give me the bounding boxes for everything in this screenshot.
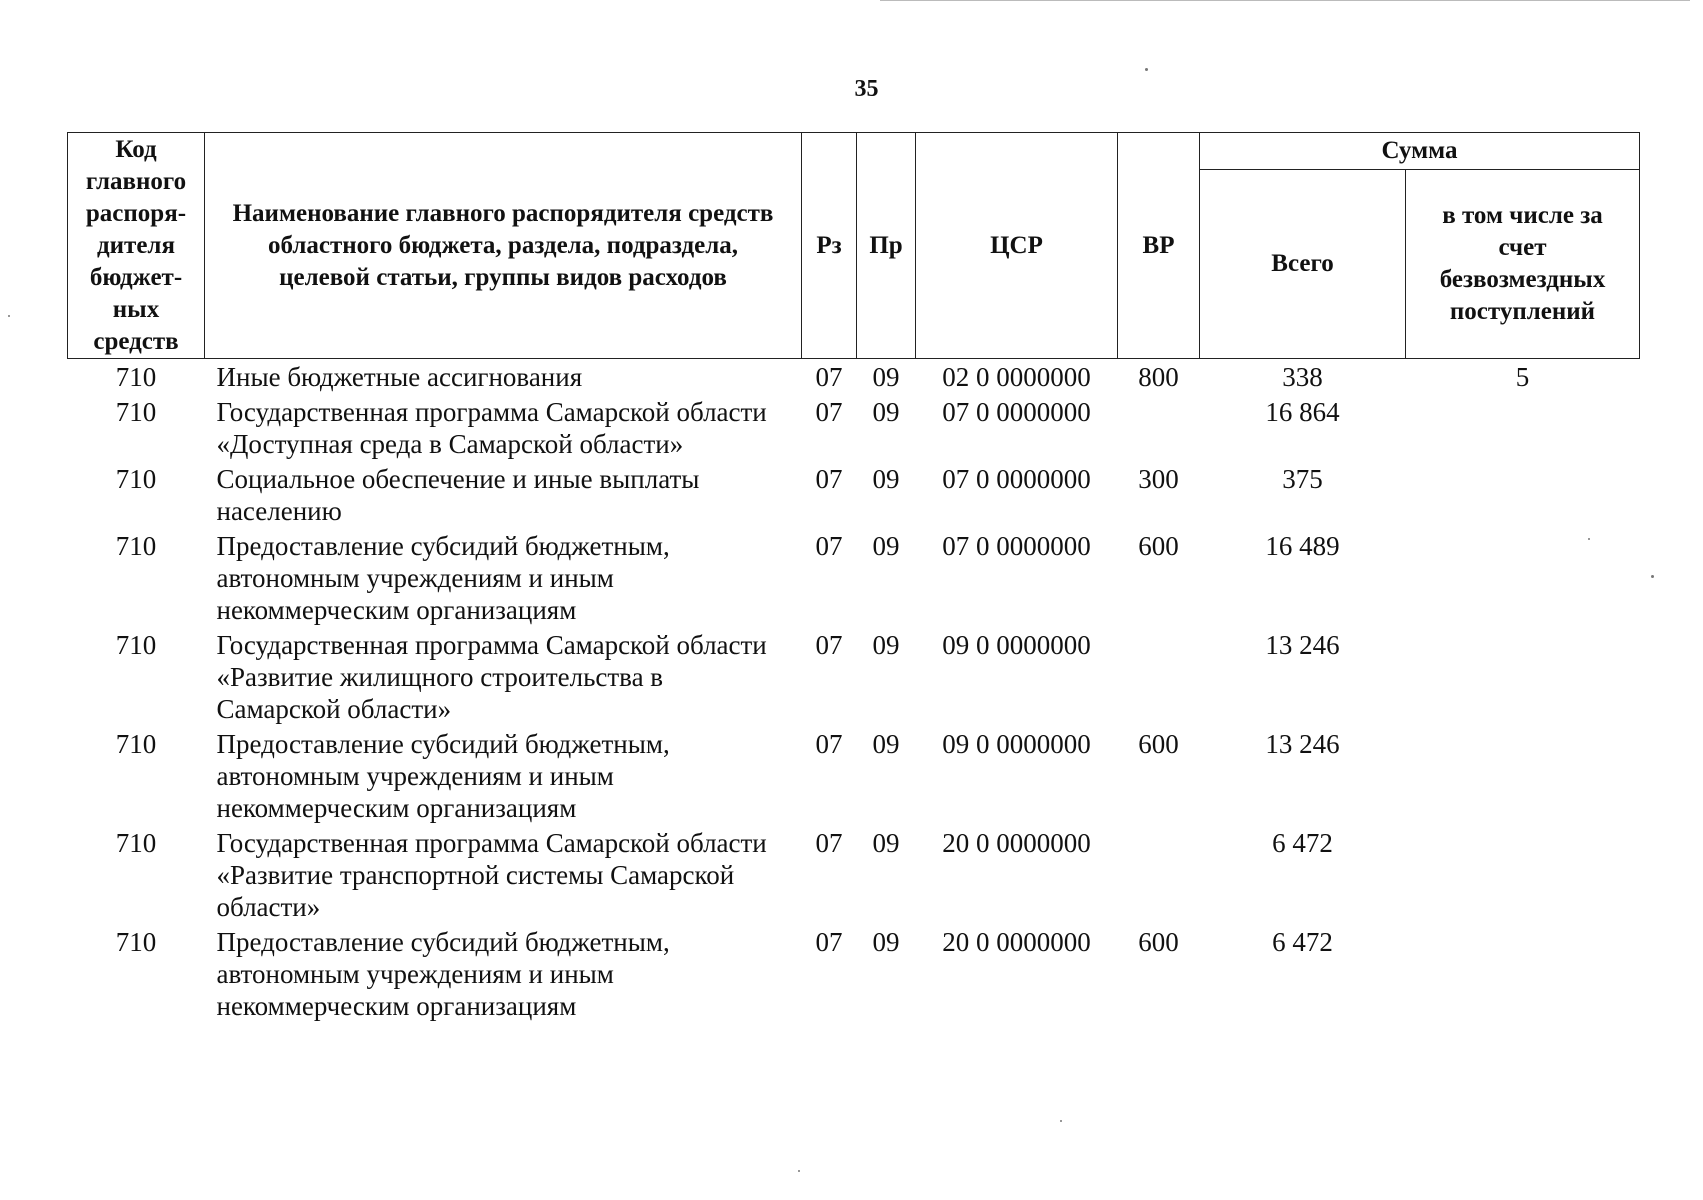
- budget-table: [67, 132, 1640, 1022]
- cell-rz: 07: [815, 828, 843, 858]
- cell-vr: 300: [1138, 464, 1179, 494]
- cell-total: 16 864: [1265, 397, 1340, 427]
- cell-total: 338: [1282, 362, 1323, 392]
- cell-csr: 09 0 0000000: [942, 729, 1091, 759]
- cell-free: [1406, 923, 1640, 1022]
- cell-name: Предоставление субсидий бюджетным, автономным учреждениям и иным некоммерческим организациям: [216, 729, 670, 823]
- cell-vr: 600: [1138, 531, 1179, 561]
- cell-free: 5: [1515, 362, 1530, 392]
- cell-code: 710: [115, 464, 157, 494]
- cell-free: [1406, 725, 1640, 824]
- cell-total: 13 246: [1265, 630, 1340, 660]
- table-row: [68, 725, 1640, 824]
- scan-edge-line: [880, 0, 1690, 1]
- table-row: [68, 527, 1640, 626]
- cell-csr: 20 0 0000000: [942, 927, 1091, 957]
- cell-free: [1406, 393, 1640, 460]
- header-name: Наименование главного распорядителя средств областного бюджета, раздела, подраздела, целевой статьи, группы видов расходов: [205, 133, 802, 359]
- cell-name: Социальное обеспечение и иные выплаты населению: [216, 464, 700, 526]
- cell-vr: [1118, 393, 1200, 460]
- page-number: 35: [854, 76, 879, 102]
- cell-code: 710: [115, 362, 157, 392]
- cell-code: 710: [115, 729, 157, 759]
- cell-pr: 09: [872, 927, 900, 957]
- header-rz: Рз: [802, 133, 857, 359]
- header-total: Всего: [1200, 170, 1406, 359]
- cell-name: Предоставление субсидий бюджетным, автономным учреждениям и иным некоммерческим организациям: [216, 927, 670, 1021]
- header-code: Код главного распоря-дителя бюджет-ных средств: [68, 133, 205, 359]
- cell-csr: 07 0 0000000: [942, 397, 1091, 427]
- table-row: [68, 923, 1640, 1022]
- header-free: в том числе за счет безвозмездных поступлений: [1406, 170, 1640, 359]
- cell-rz: 07: [815, 464, 843, 494]
- cell-pr: 09: [872, 729, 900, 759]
- table-body: [68, 359, 1640, 1023]
- cell-code: 710: [115, 531, 157, 561]
- table-row: [68, 393, 1640, 460]
- table-row: [68, 626, 1640, 725]
- cell-pr: 09: [872, 362, 900, 392]
- cell-total: 13 246: [1265, 729, 1340, 759]
- cell-vr: 600: [1138, 729, 1179, 759]
- cell-free: [1406, 626, 1640, 725]
- cell-rz: 07: [815, 927, 843, 957]
- cell-vr: 600: [1138, 927, 1179, 957]
- cell-total: 6 472: [1272, 927, 1333, 957]
- cell-pr: 09: [872, 464, 900, 494]
- scan-speck: [1588, 538, 1590, 540]
- cell-free: [1406, 824, 1640, 923]
- cell-rz: 07: [815, 531, 843, 561]
- cell-vr: [1118, 824, 1200, 923]
- cell-csr: 02 0 0000000: [942, 362, 1091, 392]
- header-vr: ВР: [1118, 133, 1200, 359]
- cell-total: 16 489: [1265, 531, 1340, 561]
- scan-speck: [1145, 68, 1148, 71]
- scan-speck: [1651, 575, 1654, 578]
- cell-rz: 07: [815, 729, 843, 759]
- header-sum: Сумма: [1200, 133, 1640, 170]
- cell-csr: 07 0 0000000: [942, 464, 1091, 494]
- cell-vr: [1118, 626, 1200, 725]
- cell-csr: 09 0 0000000: [942, 630, 1091, 660]
- cell-code: 710: [115, 828, 157, 858]
- cell-csr: 07 0 0000000: [942, 531, 1091, 561]
- header-pr: Пр: [857, 133, 916, 359]
- header-csr: ЦСР: [916, 133, 1118, 359]
- cell-rz: 07: [815, 397, 843, 427]
- cell-pr: 09: [872, 828, 900, 858]
- cell-csr: 20 0 0000000: [942, 828, 1091, 858]
- cell-pr: 09: [872, 531, 900, 561]
- cell-free: [1406, 460, 1640, 527]
- cell-vr: 800: [1138, 362, 1179, 392]
- table-row: [68, 460, 1640, 527]
- cell-free: [1406, 527, 1640, 626]
- cell-rz: 07: [815, 362, 843, 392]
- cell-total: 375: [1282, 464, 1323, 494]
- cell-pr: 09: [872, 630, 900, 660]
- cell-name: Государственная программа Самарской области «Доступная среда в Самарской области»: [216, 397, 767, 459]
- scan-speck: [798, 1170, 800, 1172]
- cell-name: Государственная программа Самарской области «Развитие транспортной системы Самарской области»: [216, 828, 767, 922]
- cell-name: Государственная программа Самарской области «Развитие жилищного строительства в Самарской области»: [216, 630, 767, 724]
- cell-pr: 09: [872, 397, 900, 427]
- cell-rz: 07: [815, 630, 843, 660]
- table-header-row: [68, 133, 1640, 170]
- table-row: [68, 359, 1640, 394]
- cell-name: Предоставление субсидий бюджетным, автономным учреждениям и иным некоммерческим организациям: [216, 531, 670, 625]
- cell-code: 710: [115, 927, 157, 957]
- scan-speck: [1060, 1120, 1062, 1122]
- cell-code: 710: [115, 630, 157, 660]
- cell-name: Иные бюджетные ассигнования: [216, 362, 583, 392]
- cell-code: 710: [115, 397, 157, 427]
- table-row: [68, 824, 1640, 923]
- cell-total: 6 472: [1272, 828, 1333, 858]
- scan-speck: [8, 315, 10, 317]
